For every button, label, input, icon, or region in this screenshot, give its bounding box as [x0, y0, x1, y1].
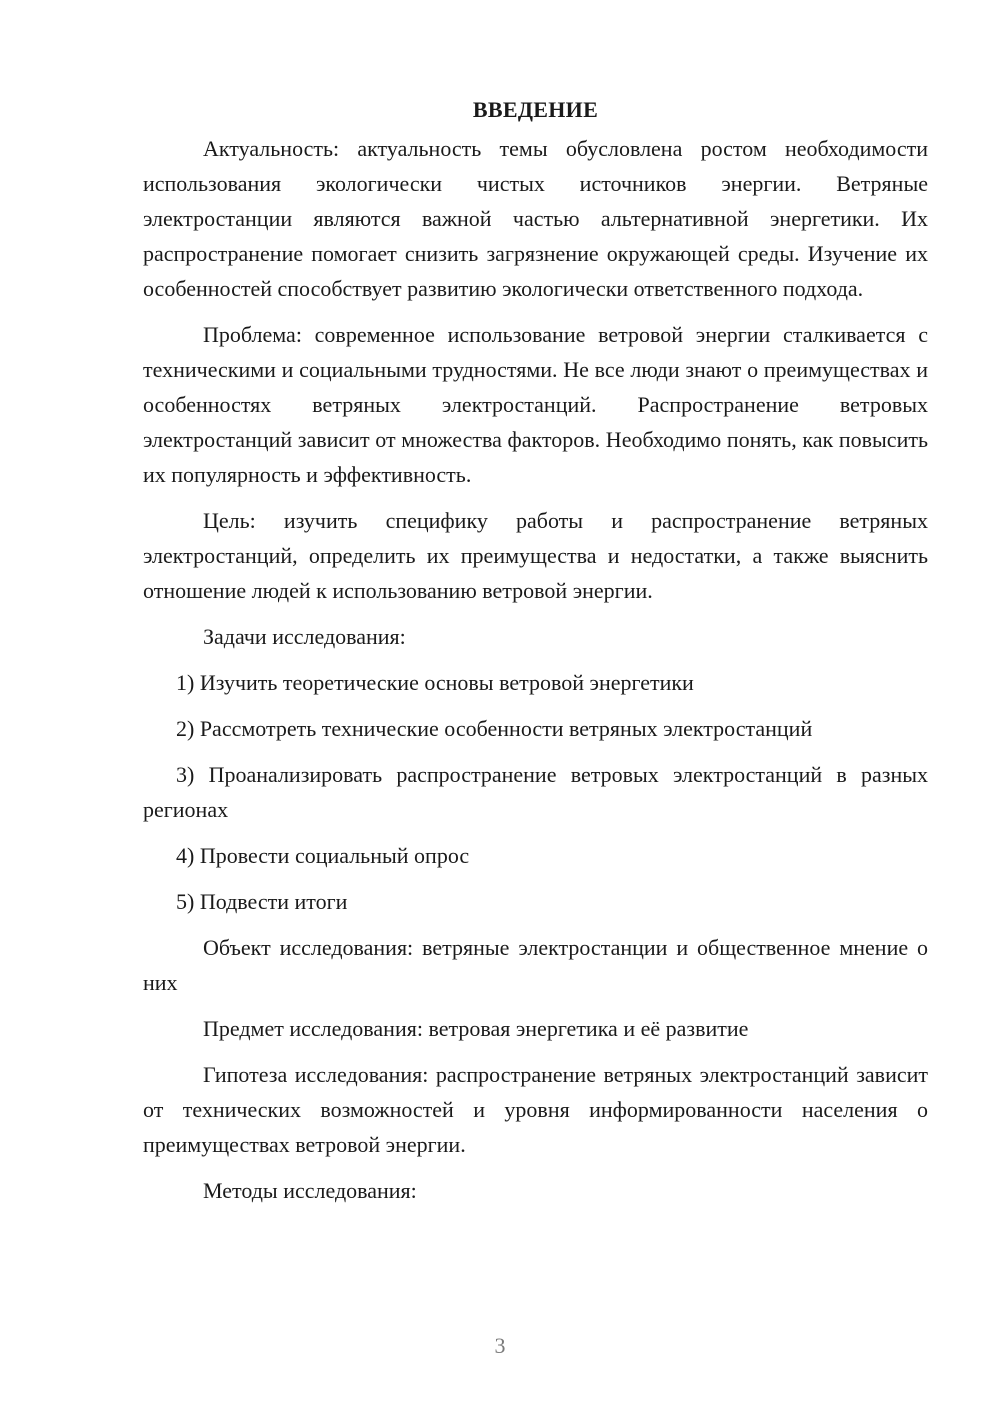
paragraph-relevance: Актуальность: актуальность темы обусловлена ростом необходимости использования экологически чистых источников энергии. Ветряные электростанции являются важной частью альтернативной энергетики. Их распространение помогает снизить загрязнение окружающей среды. Изучение их особенностей способствует развитию экологически ответственного подхода. — [143, 136, 928, 301]
paragraph-subject: Предмет исследования: ветровая энергетика и её развитие — [203, 1016, 749, 1041]
task-item-4: 4) Провести социальный опрос — [176, 843, 470, 868]
task-item-5: 5) Подвести итоги — [176, 889, 348, 914]
paragraph-object: Объект исследования: ветряные электростанции и общественное мнение о них — [143, 935, 928, 995]
tasks-heading: Задачи исследования: — [203, 624, 406, 649]
paragraph-goal: Цель: изучить специфику работы и распространение ветряных электростанций, определить их преимущества и недостатки, а также выяснить отношение людей к использованию ветровой энергии. — [143, 508, 928, 603]
task-item-2: 2) Рассмотреть технические особенности ветряных электростанций — [176, 716, 813, 741]
document-page — [143, 92, 928, 1219]
methods-heading: Методы исследования: — [203, 1178, 417, 1203]
paragraph-problem: Проблема: современное использование ветровой энергии сталкивается с техническими и социальными трудностями. Не все люди знают о преимуществах и особенностях ветряных электростанций. Распространение ветровых электростанций зависит от множества факторов. Необходимо понять, как повысить их популярность и эффективность. — [143, 322, 928, 487]
task-item-3: 3) Проанализировать распространение ветровых электростанций в разных регионах — [143, 762, 928, 822]
section-title: ВВЕДЕНИЕ — [472, 97, 599, 122]
task-item-1: 1) Изучить теоретические основы ветровой энергетики — [176, 670, 694, 695]
paragraph-hypothesis: Гипотеза исследования: распространение ветряных электростанций зависит от технических возможностей и уровня информированности населения о преимуществах ветровой энергии. — [143, 1062, 928, 1157]
page-number: 3 — [494, 1333, 506, 1358]
